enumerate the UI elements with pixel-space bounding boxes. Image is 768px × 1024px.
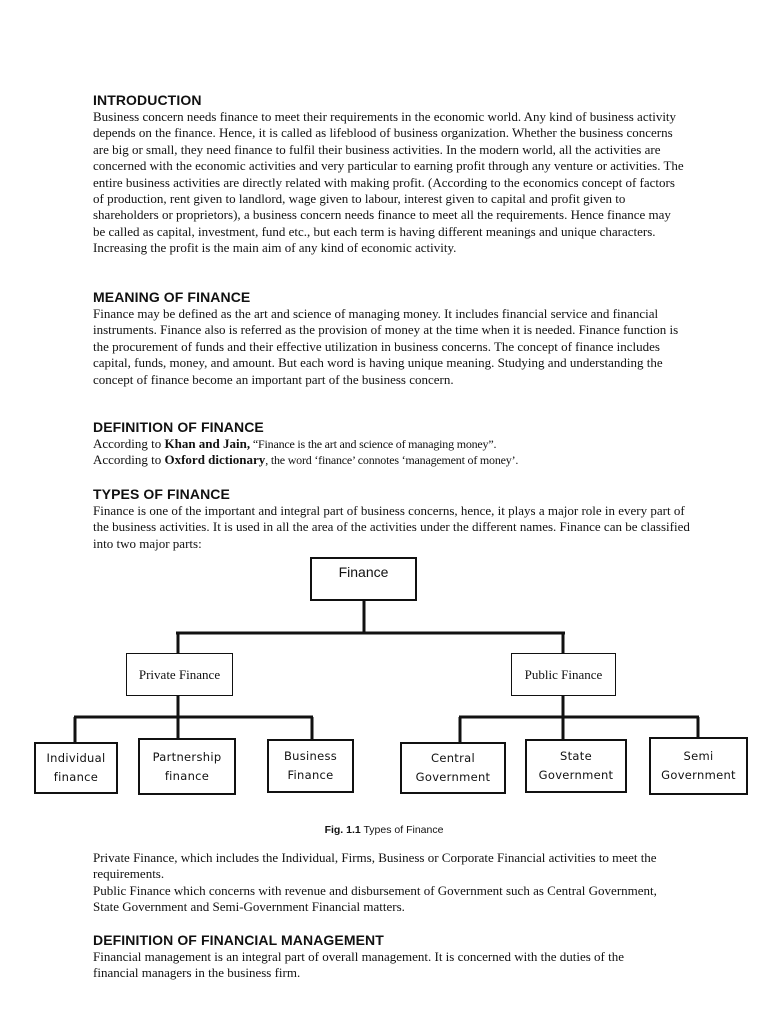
central-government-line1: Central — [431, 751, 475, 765]
finance-root-label: Finance — [338, 564, 389, 580]
individual-finance-line1: Individual — [46, 751, 106, 765]
central-government-label — [416, 749, 491, 787]
definition-quote-2: , the word ‘finance’ connotes ‘management of money’. — [265, 453, 519, 468]
state-government-box — [525, 739, 627, 793]
central-government-line2: Government — [415, 770, 491, 784]
definition-section — [93, 419, 693, 469]
types-heading: TYPES OF FINANCE — [93, 486, 230, 502]
meaning-body: Finance may be defined as the art and science of managing money. It includes financial service and financial instruments. Finance also is referred as the provision of money at the time when it is needed. Finance function is the procurement of funds and their effective utilization in business concerns. The concept of finance includes capital, funds, money, and amount. But each word is having unique meaning. Studying and understanding the concept of finance become an important part of the business concern. — [93, 306, 679, 387]
introduction-section — [93, 92, 685, 257]
definition-quote-1: “Finance is the art and science of managing money”. — [250, 437, 497, 451]
definition-author-2: Oxford dictionary — [164, 452, 266, 468]
semi-government-line2: Government — [661, 768, 736, 782]
public-finance-box — [511, 653, 616, 696]
finance-root-box — [310, 557, 417, 601]
financial-management-section — [93, 932, 653, 982]
introduction-heading: INTRODUCTION — [93, 92, 202, 108]
definition-prefix-1: According to — [93, 436, 165, 451]
figure-caption-text: Types of Finance — [360, 824, 444, 836]
definition-prefix-2: According to — [93, 452, 165, 468]
individual-finance-label — [46, 749, 105, 787]
partnership-finance-label — [153, 748, 222, 786]
definition-line-2 — [93, 452, 693, 468]
partnership-finance-box — [138, 738, 236, 795]
introduction-body: Business concern needs finance to meet their requirements in the economic world. Any kind of business activity depends on the finance. Hence, it is called as lifeblood of business organization. Whether the business concerns are big or small, they need finance to fulfil their business activities. In the modern world, all the activities are concerned with the economic activities and very particular to earning profit through any venture or activities. The entire business activities are directly related with making profit. (According to the economics concept of factors of production, rent given to landlord, wage given to labour, interest given to capital and profit given to shareholders or proprietors), a business concern needs finance to meet all the requirements. Hence finance may be called as capital, investment, fund etc., but each term is having different meanings and unique characters. Increasing the profit is the main aim of any kind of economic activity. — [93, 109, 684, 256]
partnership-finance-line1: Partnership — [152, 749, 222, 764]
meaning-heading: MEANING OF FINANCE — [93, 289, 251, 305]
private-finance-label: Private Finance — [138, 666, 221, 682]
state-government-line1: State — [560, 749, 592, 763]
definition-heading: DEFINITION OF FINANCE — [93, 419, 264, 435]
types-section — [93, 486, 693, 552]
figure-caption-label: Fig. 1.1 — [324, 824, 361, 836]
state-government-label — [539, 747, 614, 785]
state-government-line2: Government — [538, 768, 614, 782]
financial-management-heading: DEFINITION OF FINANCIAL MANAGEMENT — [93, 932, 384, 948]
business-finance-line2: Finance — [287, 768, 334, 782]
definition-author-1: Khan and Jain, — [164, 436, 251, 451]
private-finance-box — [126, 653, 233, 696]
business-finance-label — [284, 747, 337, 785]
after-figure-section — [93, 850, 673, 916]
individual-finance-box — [34, 742, 118, 794]
partnership-finance-line2: finance — [164, 768, 210, 783]
business-finance-box — [267, 739, 354, 793]
individual-finance-line2: finance — [53, 770, 99, 784]
financial-management-body: Financial management is an integral part of overall management. It is concerned with the duties of the financial managers in the business firm. — [93, 949, 625, 981]
central-government-box — [400, 742, 506, 794]
meaning-section — [93, 289, 685, 388]
public-finance-description: Public Finance which concerns with revenue and disbursement of Government such as Central Government, State Government and Semi-Government Financial matters. — [93, 882, 657, 915]
private-finance-description: Private Finance, which includes the Individual, Firms, Business or Corporate Financial activities to meet the requirements. — [93, 850, 657, 882]
public-finance-label: Public Finance — [524, 666, 603, 682]
business-finance-line1: Business — [283, 749, 338, 763]
semi-government-box — [649, 737, 748, 795]
figure-caption — [0, 824, 768, 836]
semi-government-label — [661, 747, 736, 785]
definition-line-1 — [93, 436, 693, 452]
types-body: Finance is one of the important and integral part of business concerns, hence, it plays a major role in every part of the business activities. It is used in all the area of the activities under the different names. Finance can be classified into two major parts: — [93, 503, 690, 551]
semi-government-line1: Semi — [683, 749, 714, 763]
